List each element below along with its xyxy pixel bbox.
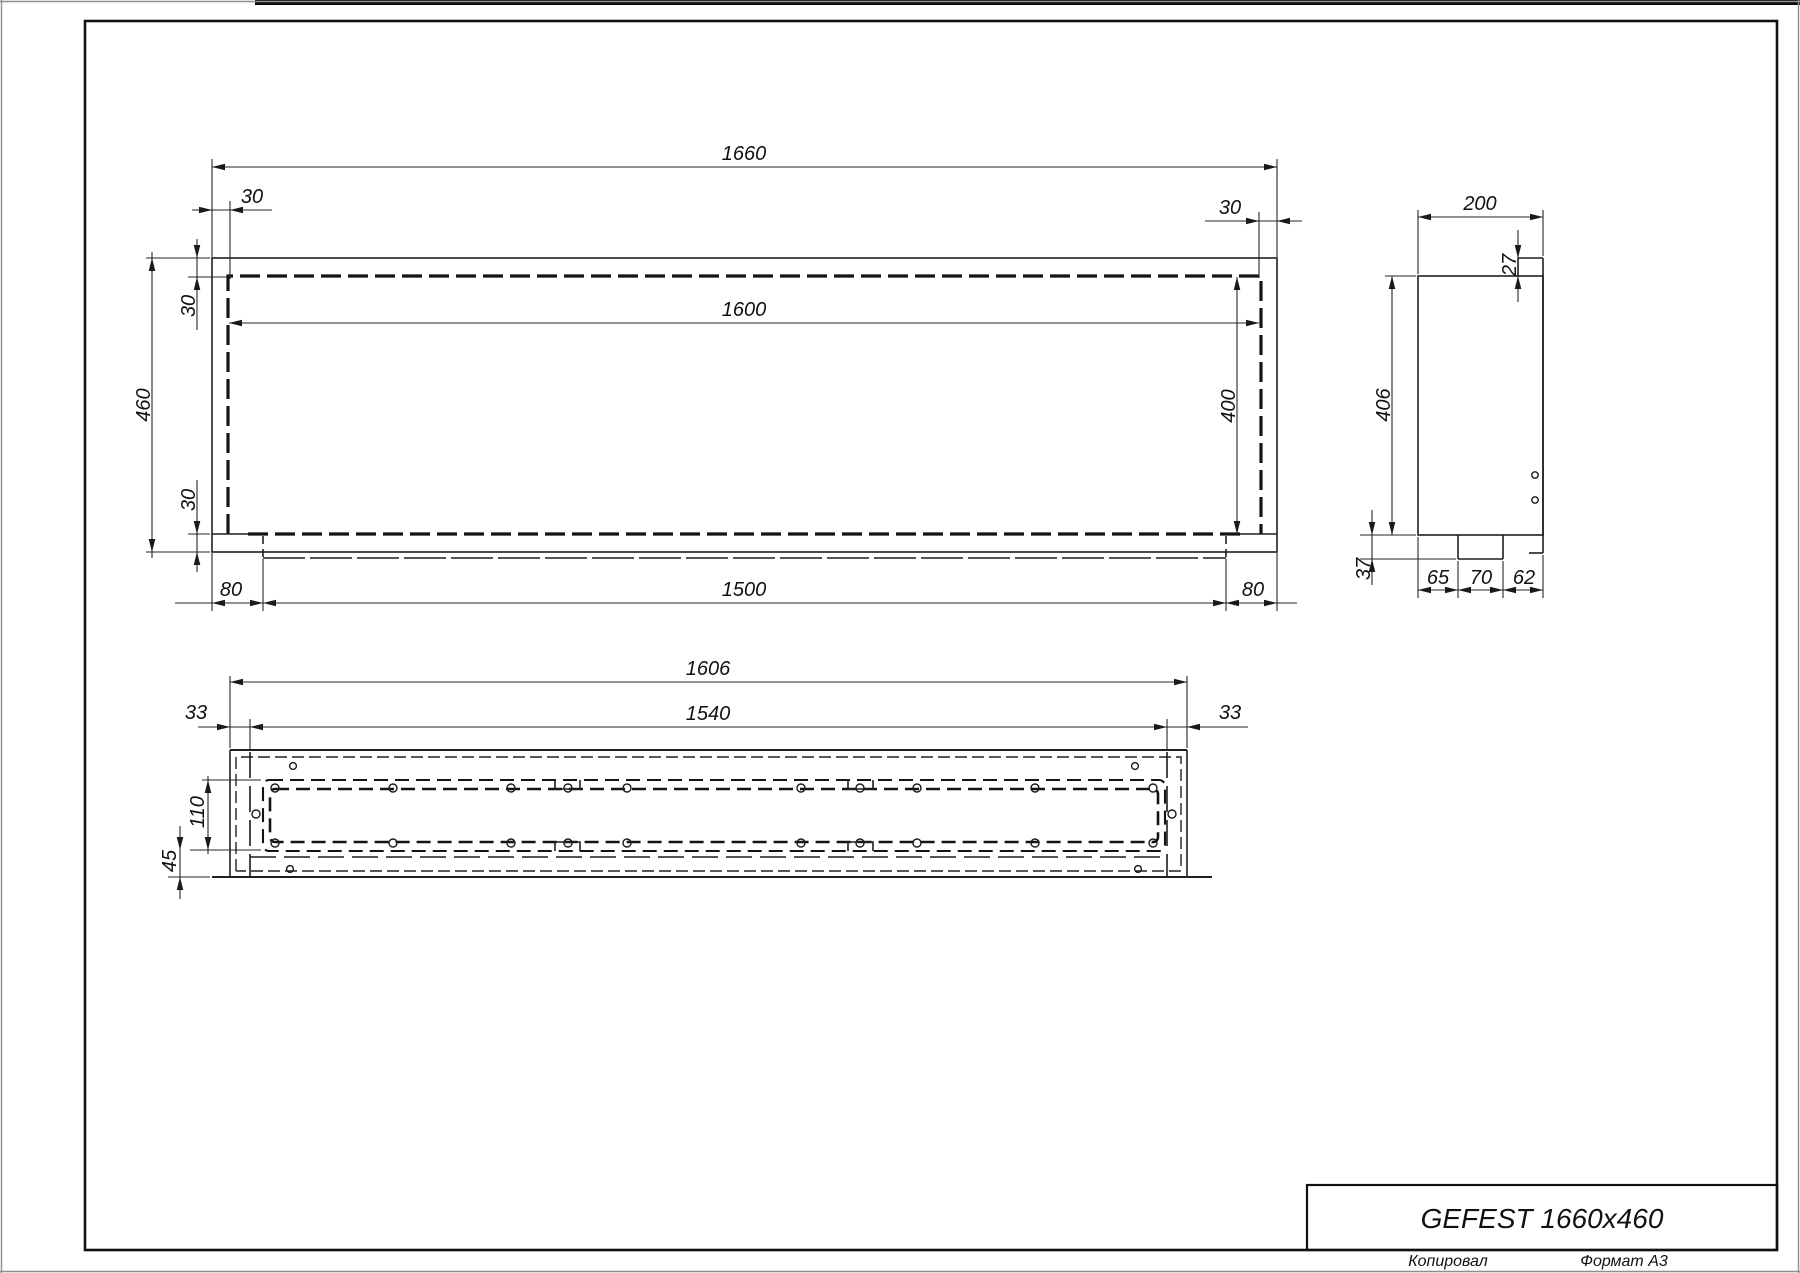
dim-inner-width: 1600 <box>721 299 767 321</box>
dim-wall-top: 30 <box>178 294 200 318</box>
side-view-dimension-labels <box>1353 193 1535 589</box>
plan-view-outline <box>212 750 1212 877</box>
dim-wall-right: 30 <box>1218 197 1242 219</box>
front-view-dimension-lines <box>149 164 1302 607</box>
front-view-dimension-labels <box>133 143 1264 601</box>
dim-wall-left: 30 <box>240 186 264 208</box>
dim-tray-offset-right: 80 <box>1241 579 1265 601</box>
drawing-title: GEFEST 1660x460 <box>1420 1203 1664 1234</box>
front-view-extension-lines <box>146 159 1277 611</box>
dim-top-lip: 27 <box>1499 253 1521 277</box>
dim-margin-right: 33 <box>1218 702 1242 724</box>
dim-depth: 200 <box>1463 193 1497 215</box>
dim-front-gap: 45 <box>159 849 181 873</box>
dim-body-height: 406 <box>1373 388 1395 422</box>
front-view <box>133 143 1302 611</box>
format-label: Формат А3 <box>1580 1253 1668 1270</box>
side-hole-icon <box>1532 497 1538 503</box>
sheet-frame <box>85 21 1777 1250</box>
dim-seg-mid: 70 <box>1469 567 1493 589</box>
sheet-footer <box>1408 1253 1668 1270</box>
slot-screw-holes <box>252 784 1176 847</box>
dim-tray-drop: 37 <box>1353 557 1375 581</box>
side-view-outline <box>1418 258 1543 559</box>
dim-seg-left: 65 <box>1426 567 1450 589</box>
dim-tray-offset-left: 80 <box>219 579 243 601</box>
dim-overall-height: 460 <box>133 388 155 422</box>
dim-slot-height: 110 <box>187 796 209 828</box>
dim-plan-overall-width: 1606 <box>685 658 731 680</box>
plan-view <box>159 658 1248 899</box>
dim-inner-height: 400 <box>1218 389 1240 423</box>
burner-slot <box>252 763 1176 873</box>
dim-plan-inner-width: 1540 <box>685 703 731 725</box>
side-hole-icon <box>1532 472 1538 478</box>
title-block <box>1307 1185 1777 1250</box>
plan-view-dimension-labels <box>159 658 1241 872</box>
dim-overall-width: 1660 <box>721 143 767 165</box>
side-view <box>1353 193 1543 598</box>
top-black-bar <box>255 0 1800 5</box>
copied-label: Копировал <box>1408 1253 1488 1270</box>
dim-margin-left: 33 <box>184 702 208 724</box>
dim-tray-width: 1500 <box>721 579 767 601</box>
dim-seg-right: 62 <box>1512 567 1536 589</box>
dim-wall-bottom: 30 <box>178 488 200 512</box>
